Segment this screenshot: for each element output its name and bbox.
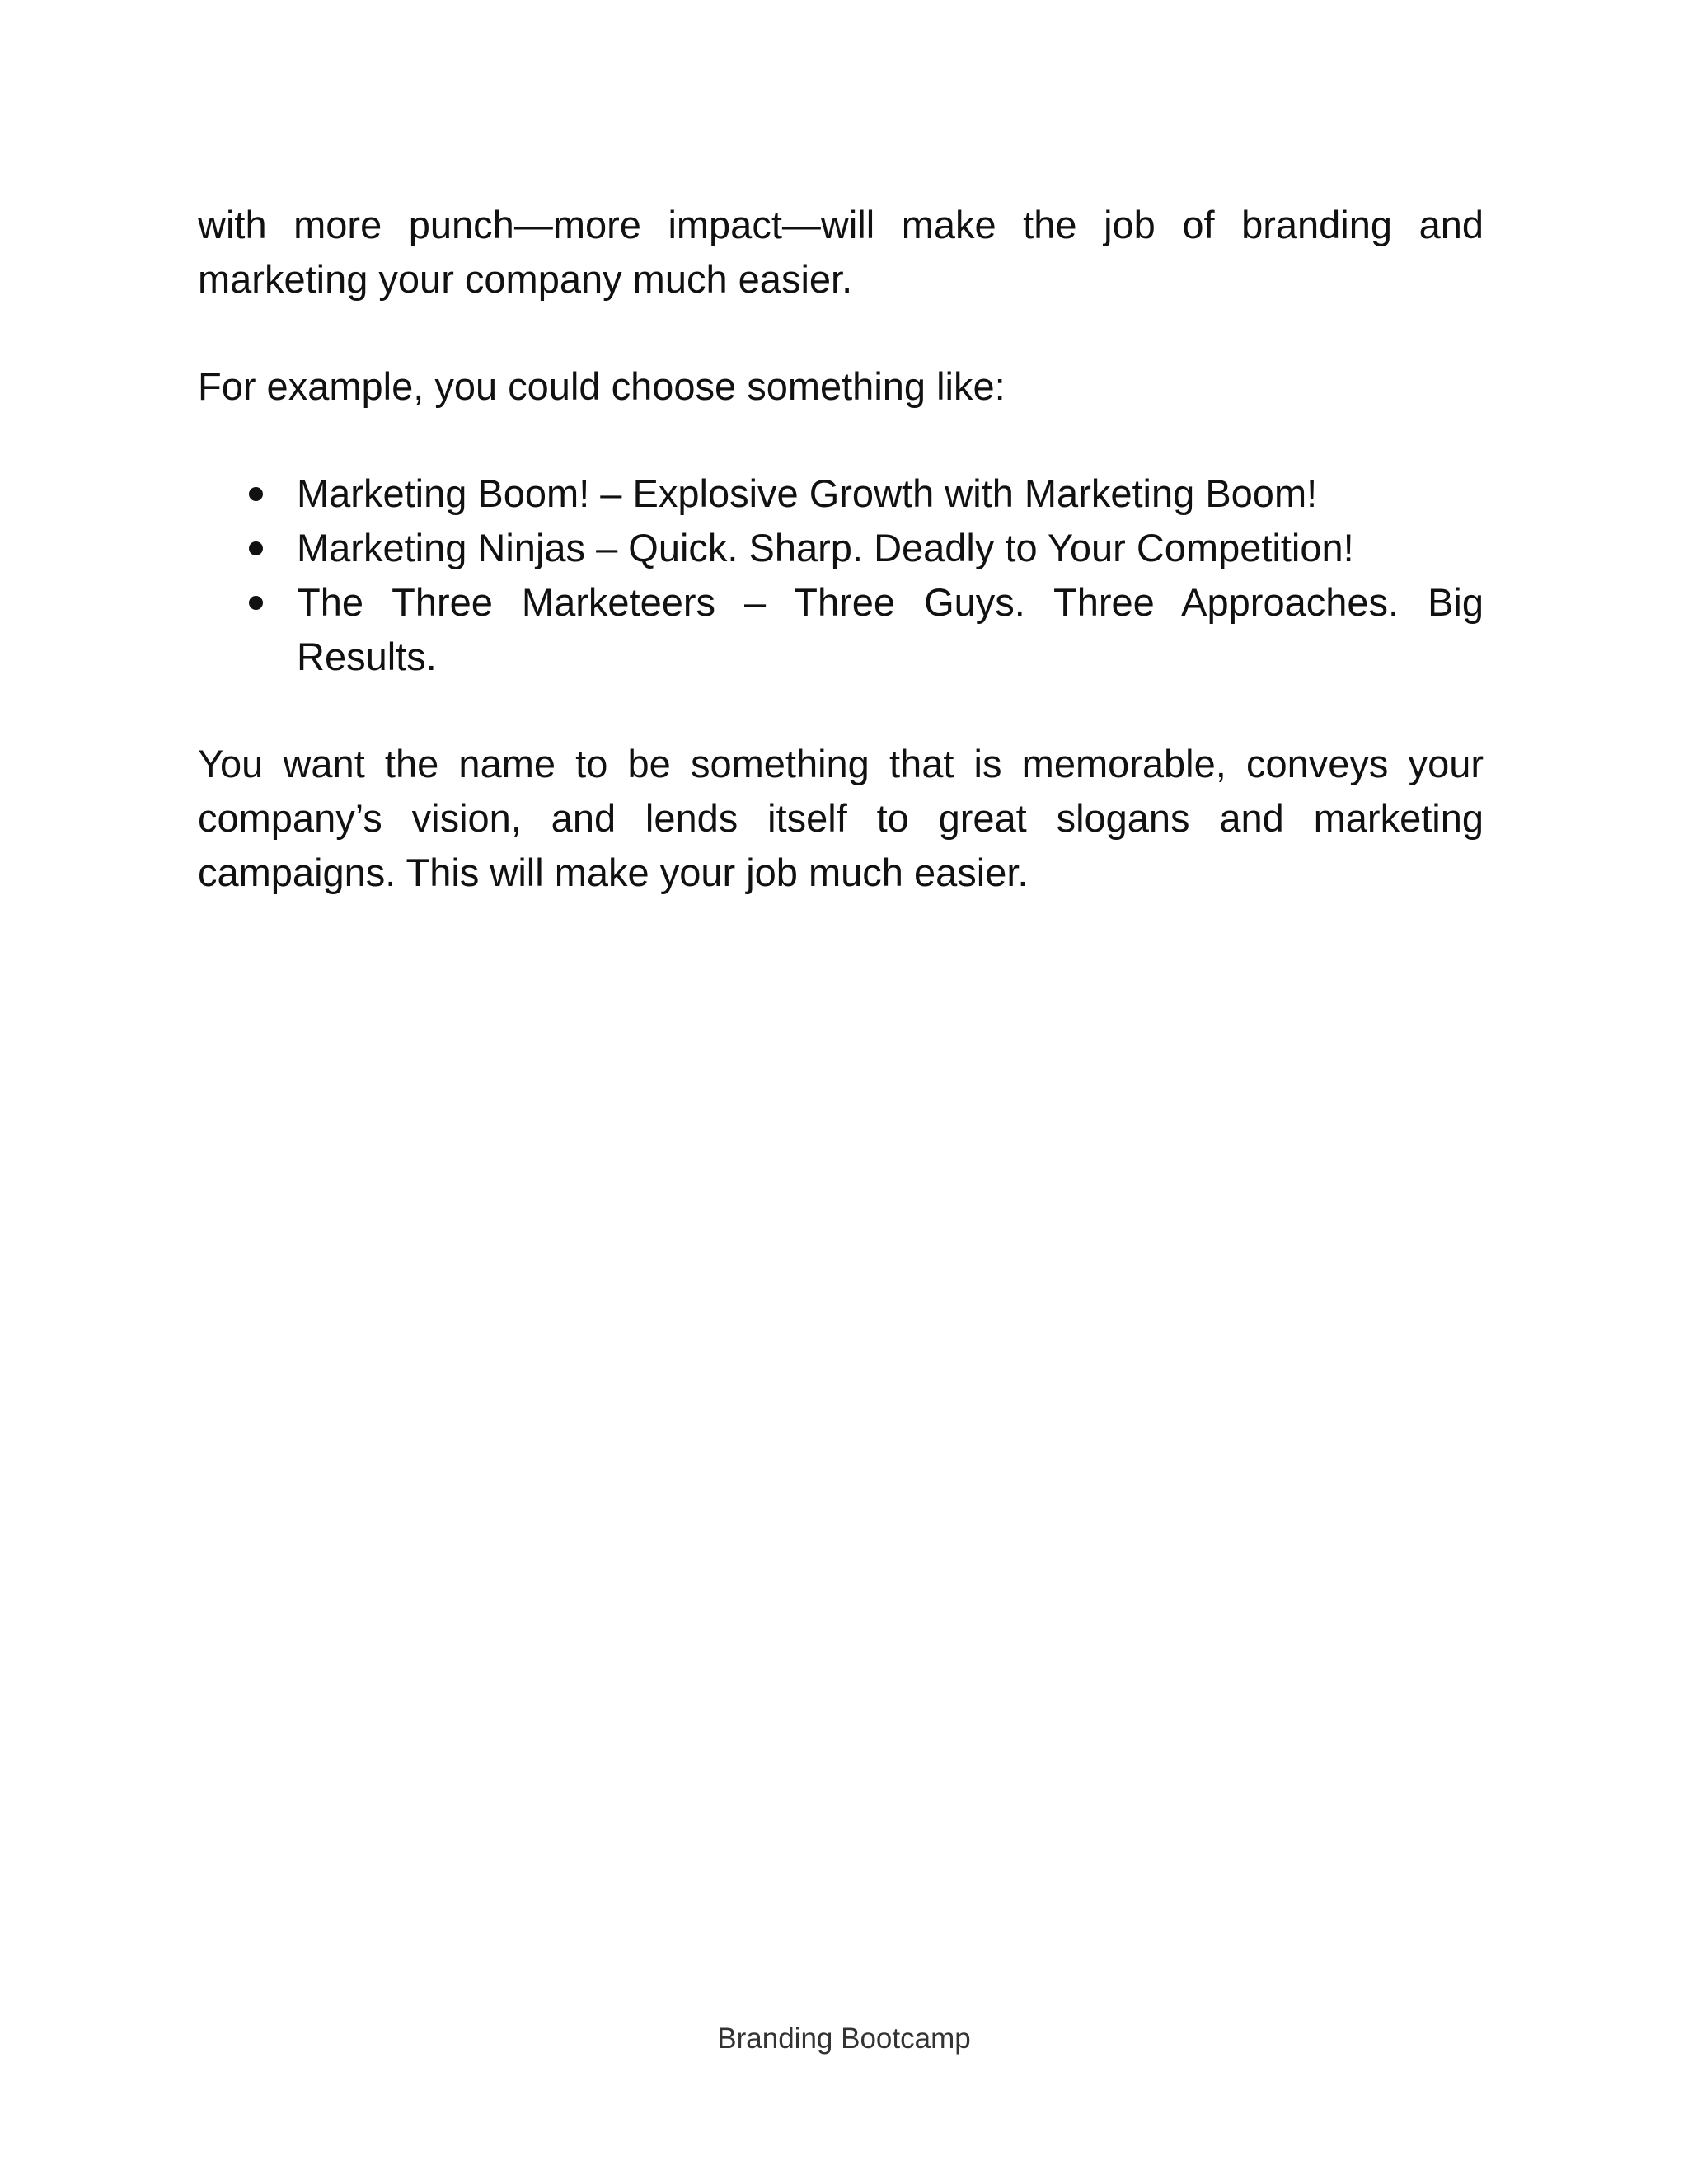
list-item-text: The Three Marketeers – Three Guys. Three Approaches. Big Results. (297, 580, 1484, 678)
bullet-icon (249, 487, 263, 501)
list-item (198, 466, 1484, 521)
list-item-text: Marketing Ninjas – Quick. Sharp. Deadly to Your Competition! (297, 526, 1354, 569)
page-body (198, 198, 1484, 953)
bullet-icon (249, 596, 263, 610)
example-names-list (198, 466, 1484, 684)
intro-paragraph: with more punch—more impact—will make the job of branding and marketing your company much easier. (198, 203, 1484, 301)
bullet-icon (249, 541, 263, 555)
list-item-text: Marketing Boom! – Explosive Growth with Marketing Boom! (297, 471, 1318, 515)
example-lead-paragraph: For example, you could choose something like: (198, 364, 1006, 408)
closing-paragraph: You want the name to be something that is memorable, conveys your company’s vision, and lends itself to great slogans and marketing campaigns. This will make your job much easier. (198, 742, 1484, 894)
list-item (198, 521, 1484, 575)
page-footer: Branding Bootcamp (717, 2022, 971, 2055)
list-item (198, 575, 1484, 684)
